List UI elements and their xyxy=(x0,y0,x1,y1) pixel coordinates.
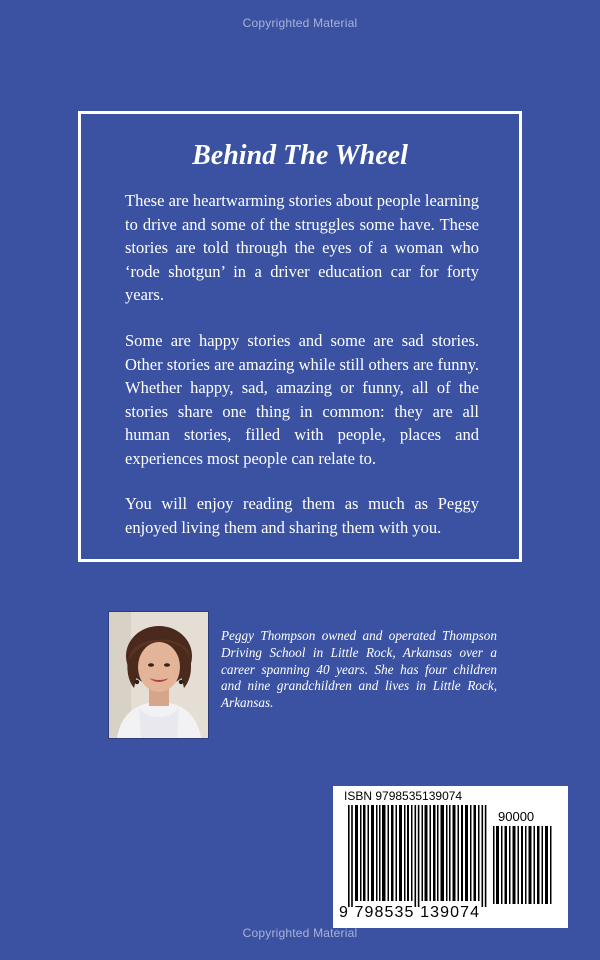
blurb-box xyxy=(78,111,522,562)
barcode-addon-bars xyxy=(493,826,555,904)
book-title: Behind The Wheel xyxy=(192,140,408,171)
copyright-watermark-top: Copyrighted Material xyxy=(242,16,358,30)
blurb-paragraph-3: You will enjoy reading them as much as Peggy enjoyed living them and sharing them with you. xyxy=(125,494,479,537)
author-photo xyxy=(109,612,208,738)
isbn-barcode xyxy=(333,786,568,928)
price-code: 90000 xyxy=(498,809,535,824)
author-portrait-image xyxy=(109,612,208,738)
barcode-bars xyxy=(348,805,488,907)
blurb-paragraph-1: These are heartwarming stories about people learning to drive and some of the struggles some have. These stories are told through the eyes of a woman who ‘rode shotgun’ in a driver education car for forty years. xyxy=(125,191,479,305)
blurb-paragraph-2: Some are happy stories and some are sad stories. Other stories are amazing while still others are funny. Whether happy, sad, amazing or funny, all of the stories share one thing in common: they are all human stories, filled with people, places and experiences most people can relate to. xyxy=(125,331,479,468)
copyright-watermark-bottom: Copyrighted Material xyxy=(242,926,358,940)
isbn-digits: 9 798535 139074 xyxy=(339,904,481,921)
author-bio: Peggy Thompson owned and operated Thompson Driving School in Little Rock, Arkansas over a career spanning 40 years. She has four children and nine grandchildren and lives in Little Rock, Arkansas. xyxy=(221,628,497,711)
isbn-label: ISBN 9798535139074 xyxy=(344,789,463,803)
